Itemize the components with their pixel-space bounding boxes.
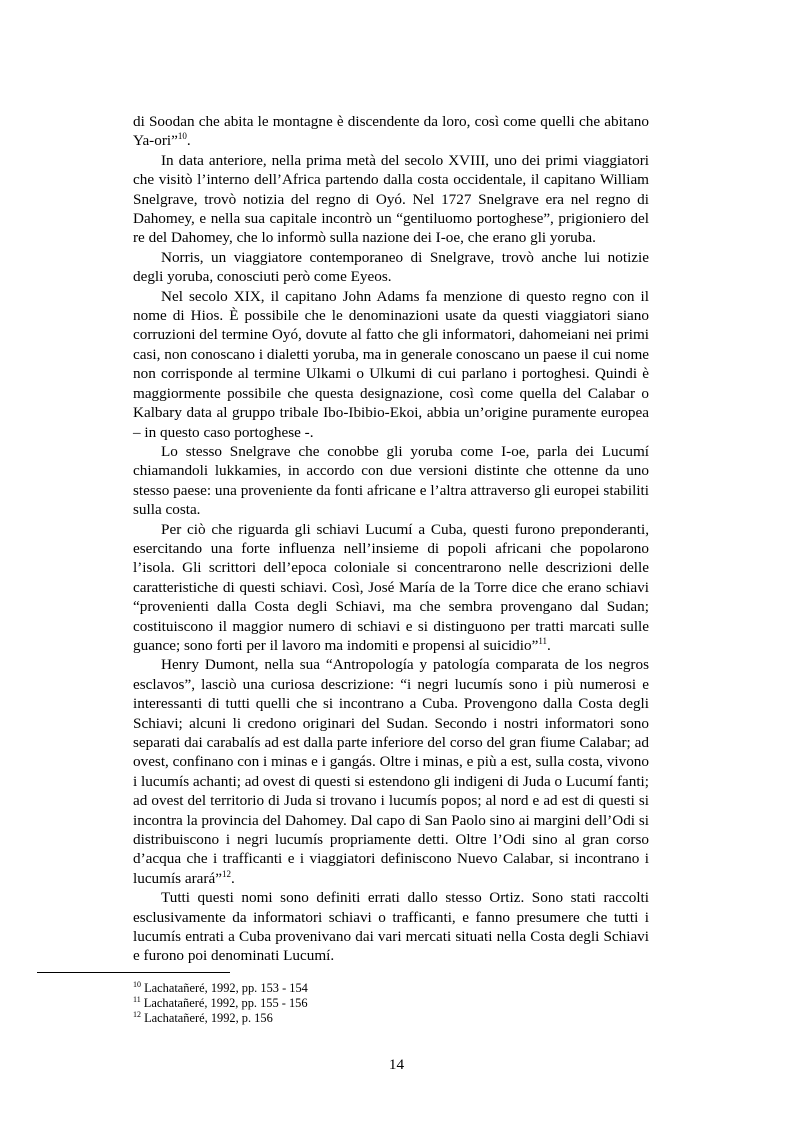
paragraph: In data anteriore, nella prima metà del secolo XVIII, uno dei primi viaggiatori che visitò l’interno dell’Africa partendo dalla costa occidentale, il capitano William Snelgrave, trovò notizia del regno di Oyó. Nel 1727 Snelgrave era nel regno di Dahomey, e nella sua capitale incontrò un “gentiluomo portoghese”, prigioniero del re del Dahomey, che lo informò sulla nazione dei I-oe, che erano gli yoruba. [133,151,649,247]
footnote-number: 12 [133,1009,141,1019]
footnote: $^{10}$ Lachatañeré, 1992, pp. 153 - 154 [133,979,308,995]
paragraph: Lo stesso Snelgrave che conobbe gli yoruba come I-oe, parla dei Lucumí chiamandoli lukkamies, in accordo con due versioni distinte che ottenne da uno stesso paese: una proveniente da fonti africane e l’altra attraverso gli europei stabiliti sulla costa. [133,442,649,519]
footnote-separator [37,972,230,973]
footnote-ref[interactable]: 11 [538,635,547,646]
footnote-ref[interactable]: 10 [177,131,187,142]
footnote-number: 10 [133,979,141,989]
paragraph: Norris, un viaggiatore contemporaneo di Snelgrave, trovò anche lui notizie degli yoruba, conosciuti però come Eyeos. [133,248,649,286]
footnote-ref[interactable]: 12 [221,868,231,879]
body-text [133,112,649,966]
paragraph: di Soodan che abita le montagne è discendente da loro, così come quelli che abitano Ya-ori”$^{10}$. [133,113,649,150]
footnote-number: 11 [133,994,141,1004]
paragraph: Nel secolo XIX, il capitano John Adams fa menzione di questo regno con il nome di Hios. È possibile che le denominazioni usate da questi viaggiatori siano corruzioni del termine Oyó, dovute al fatto che gli informatori, dahomeiani nei primi casi, non conoscano i dialetti yoruba, ma in generale conoscano un paese il cui nome non corrisponde al termine Ulkami o Ulkumi di cui parlano i portoghesi. Quindi è maggiormente possibile che questa designazione, così come quella del Calabar o Kalbary data al gruppo tribale Ibo-Ibibio-Ekoi, abbia un’origine puramente europea – in questo caso portoghese -. [133,287,649,441]
paragraph: Per ciò che riguarda gli schiavi Lucumí a Cuba, questi furono preponderanti, esercitando una forte influenza nell’insieme di popoli africani che popolarono l’isola. Gli scrittori dell’epoca coloniale si concentrarono nelle descrizioni delle caratteristiche di questi schiavi. Così, José María de la Torre dice che erano schiavi “provenienti dalla Costa degli Schiavi, ma che sembra provengano dal Sudan; costituiscono il maggior numero di schiavi e si distinguono per tratti marcati sulle guance; sono forti per il lavoro ma indomiti e propensi al suicidio”$^{11}$. [133,520,649,654]
footnote: $^{12}$ Lachatañeré, 1992, p. 156 [133,1009,273,1025]
footnotes [133,981,649,1026]
page-number: 14 [388,1056,405,1073]
paragraph: Henry Dumont, nella sua “Antropología y patología comparata de los negros esclavos”, lasciò una curiosa descrizione: “i negri lucumís sono i più numerosi e interessanti di tutti quelli che si incontrano a Cuba. Provengono dalla Costa degli Schiavi; alcuni li credono originari del Sudan. Secondo i nostri informatori sono separati dai carabalís ad est dalla parte inferiore del corso del gran fiume Calabar; ad ovest, confinano con i minas e i gangás. Oltre i minas, e più a est, sulla costa, vivono i lucumís achanti; ad ovest di questi si estendono gli indigeni di Juda o Lucumí fanti; ad ovest del territorio di Juda si trovano i lucumís popos; al nord e ad est di questi si incontra la provincia del Dahomey. Dal capo di San Paolo sino ai margini dell’Odi si distribuiscono i negri lucumís propriamente detti. Oltre l’Odi sino al gran corso d’acqua che i trafficanti e i viaggiatori definiscono Nuevo Calabar, si incontrano i lucumís arará”$^{12}$. [133,656,649,887]
footnote: $^{11}$ Lachatañeré, 1992, pp. 155 - 156 [133,994,308,1010]
paragraph: Tutti questi nomi sono definiti errati dallo stesso Ortiz. Sono stati raccolti esclusivamente da informatori schiavi o trafficanti, e fanno presumere che tutti i lucumís entrati a Cuba provenivano dai vari mercati situati nella Costa degli Schiavi e furono poi denominati Lucumí. [133,889,649,965]
